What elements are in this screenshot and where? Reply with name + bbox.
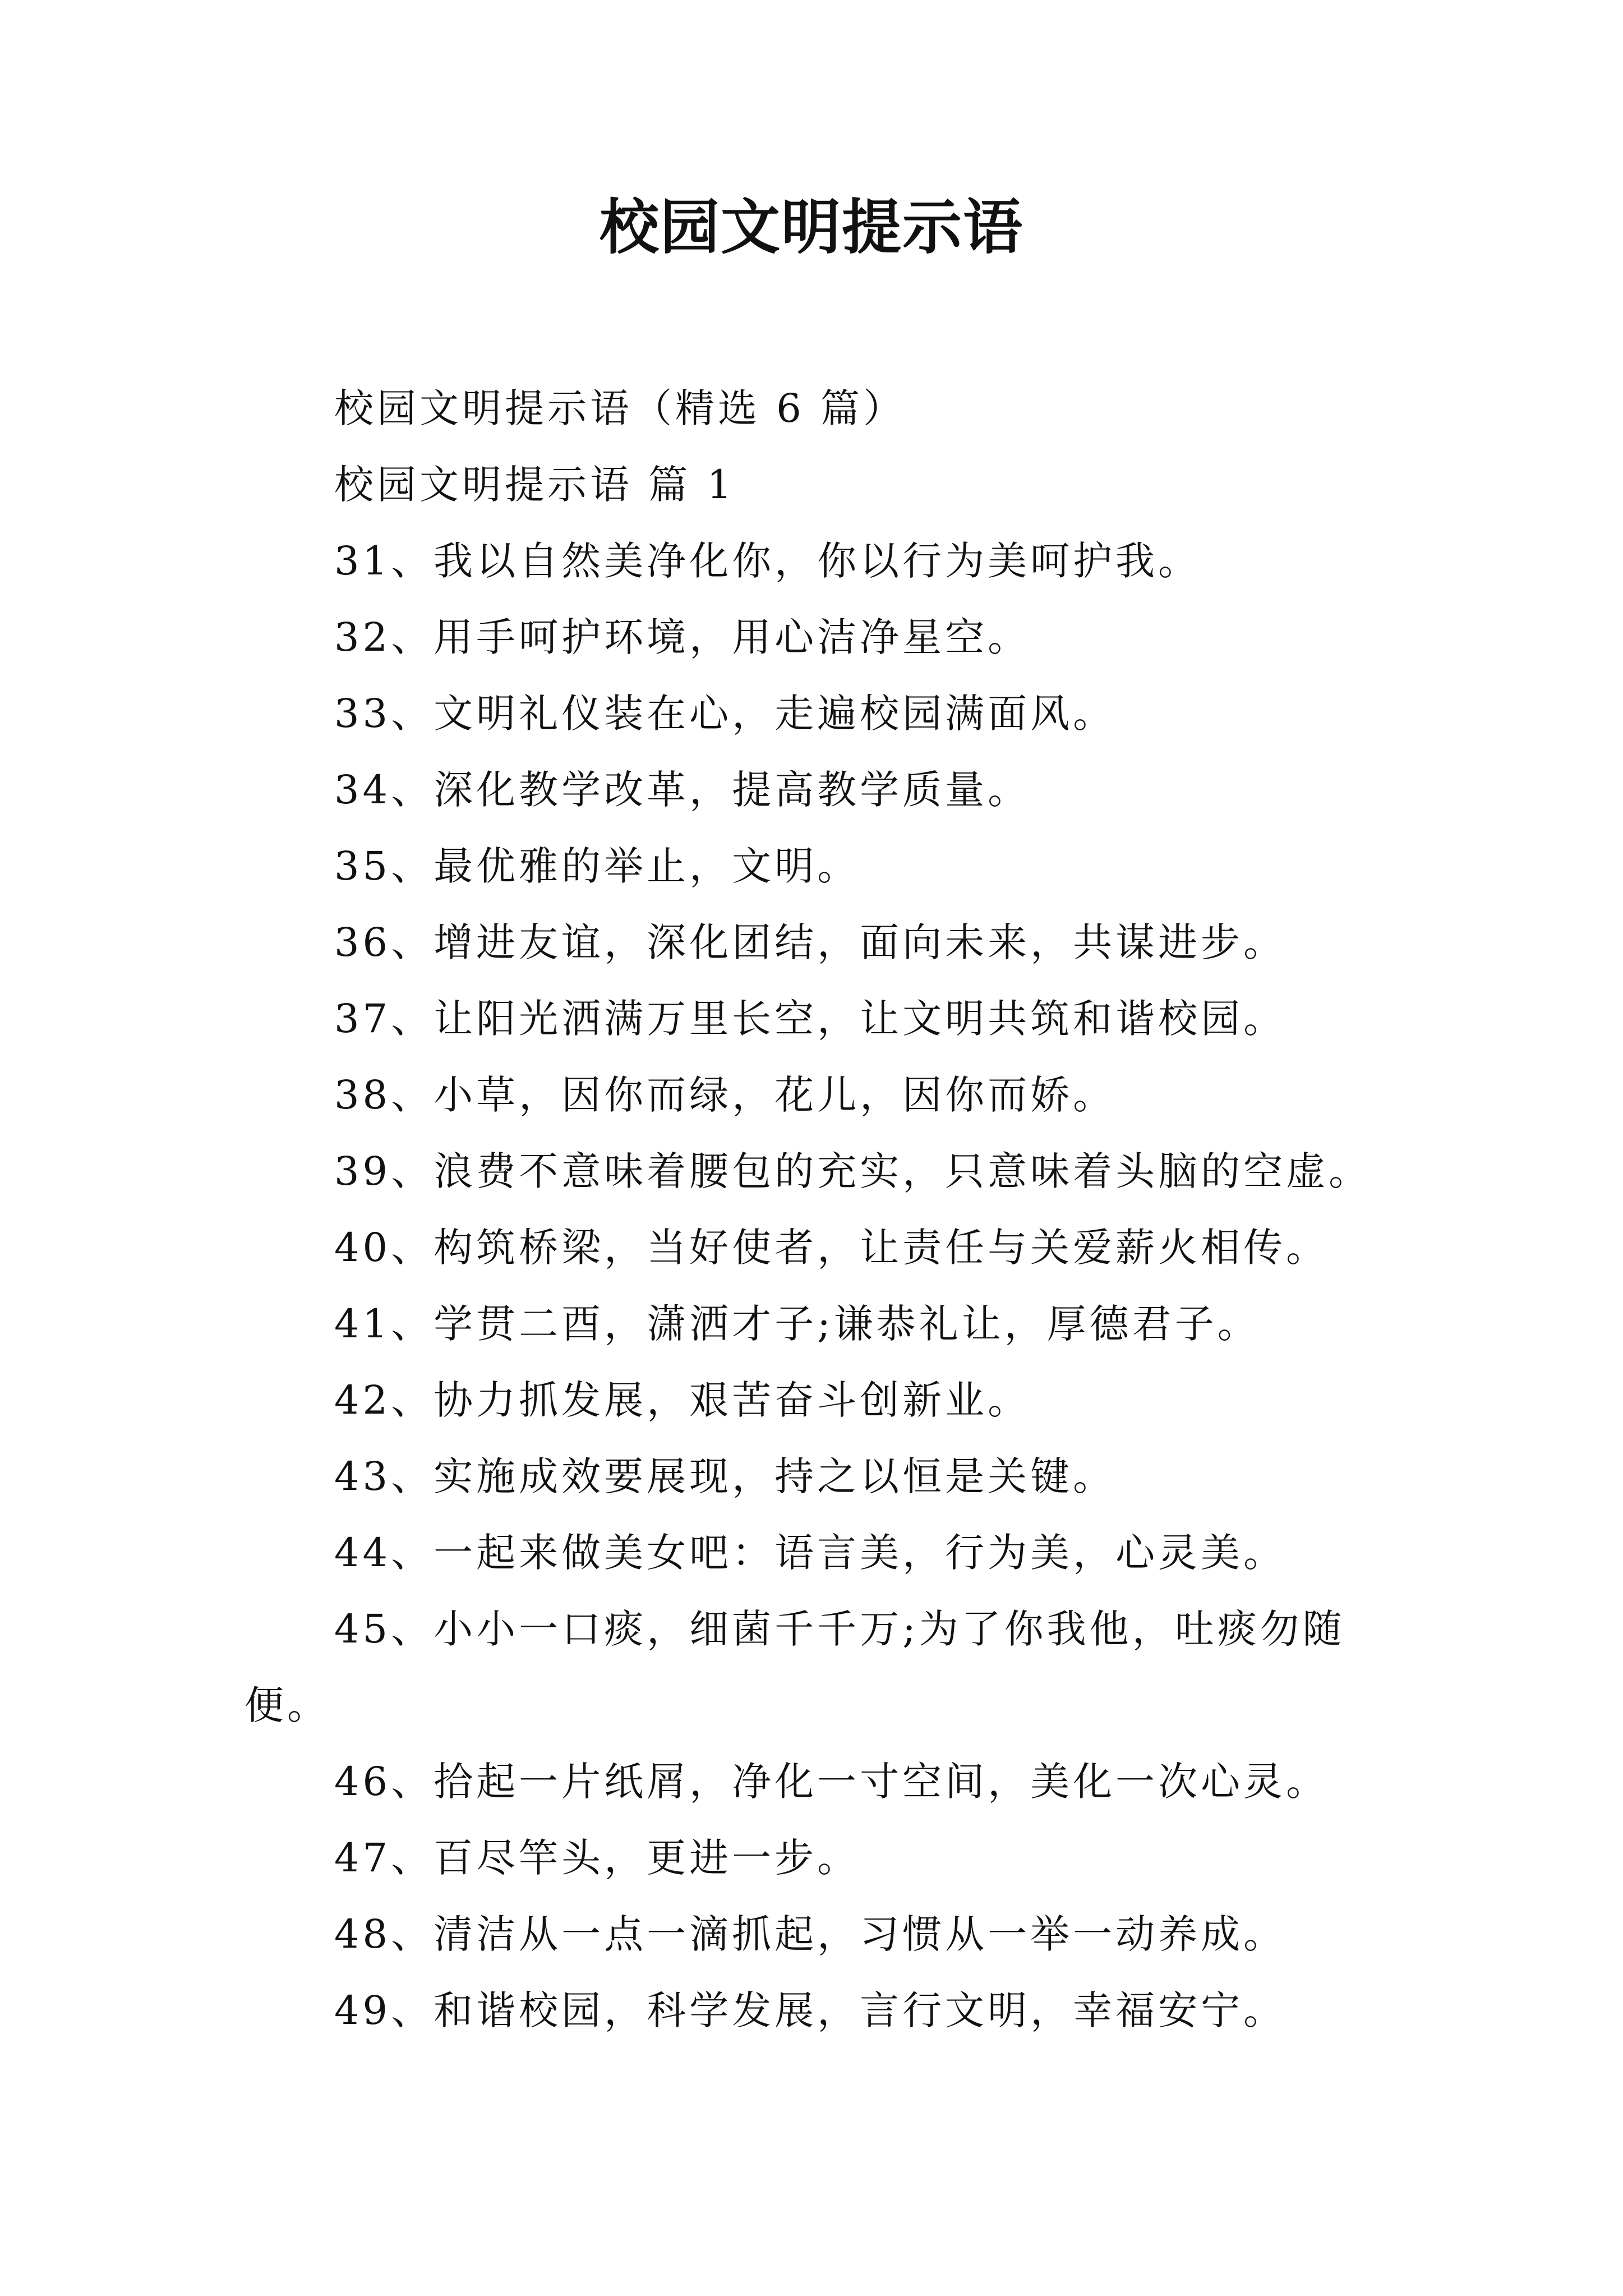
paragraph: 41、学贯二酉，潇洒才子;谦恭礼让，厚德君子。 [334,1301,1260,1347]
paragraph: 46、拾起一片纸屑，净化一寸空间，美化一次心灵。 [334,1759,1329,1805]
paragraph: 40、构筑桥梁，当好使者，让责任与关爱薪火相传。 [334,1225,1329,1271]
paragraph: 43、实施成效要展现，持之以恒是关键。 [334,1453,1116,1499]
paragraph: 32、用手呵护环境，用心洁净星空。 [334,614,1031,660]
paragraph: 33、文明礼仪装在心，走遍校园满面风。 [334,691,1116,737]
paragraph: 38、小草，因你而绿，花儿，因你而娇。 [334,1072,1116,1118]
paragraph: 校园文明提示语 篇 1 [334,462,736,508]
paragraph: 42、协力抓发展，艰苦奋斗创新业。 [334,1377,1031,1423]
paragraph: 48、清洁从一点一滴抓起，习惯从一举一动养成。 [334,1911,1287,1957]
document-body [245,370,1389,2049]
paragraph: 校园文明提示语（精选 6 篇） [334,385,906,431]
paragraph: 45、小小一口痰，细菌千千万;为了你我他，吐痰勿随 [334,1606,1345,1652]
paragraph: 47、百尽竿头，更进一步。 [334,1835,860,1881]
paragraph: 35、最优雅的举止，文明。 [334,843,860,889]
paragraph: 31、我以自然美净化你，你以行为美呵护我。 [334,538,1201,584]
paragraph: 39、浪费不意味着腰包的充实，只意味着头脑的空虚。 [334,1148,1372,1194]
document-title: 校园文明提示语 [600,192,1023,262]
paragraph: 36、增进友谊，深化团结，面向未来，共谋进步。 [334,919,1287,965]
paragraph: 34、深化教学改革，提高教学质量。 [334,767,1031,813]
paragraph: 49、和谐校园，科学发展，言行文明，幸福安宁。 [334,1987,1287,2033]
paragraph: 44、一起来做美女吧：语言美，行为美，心灵美。 [334,1530,1287,1576]
paragraph-continuation: 便。 [245,1682,330,1728]
paragraph: 37、让阳光洒满万里长空，让文明共筑和谐校园。 [334,996,1287,1042]
